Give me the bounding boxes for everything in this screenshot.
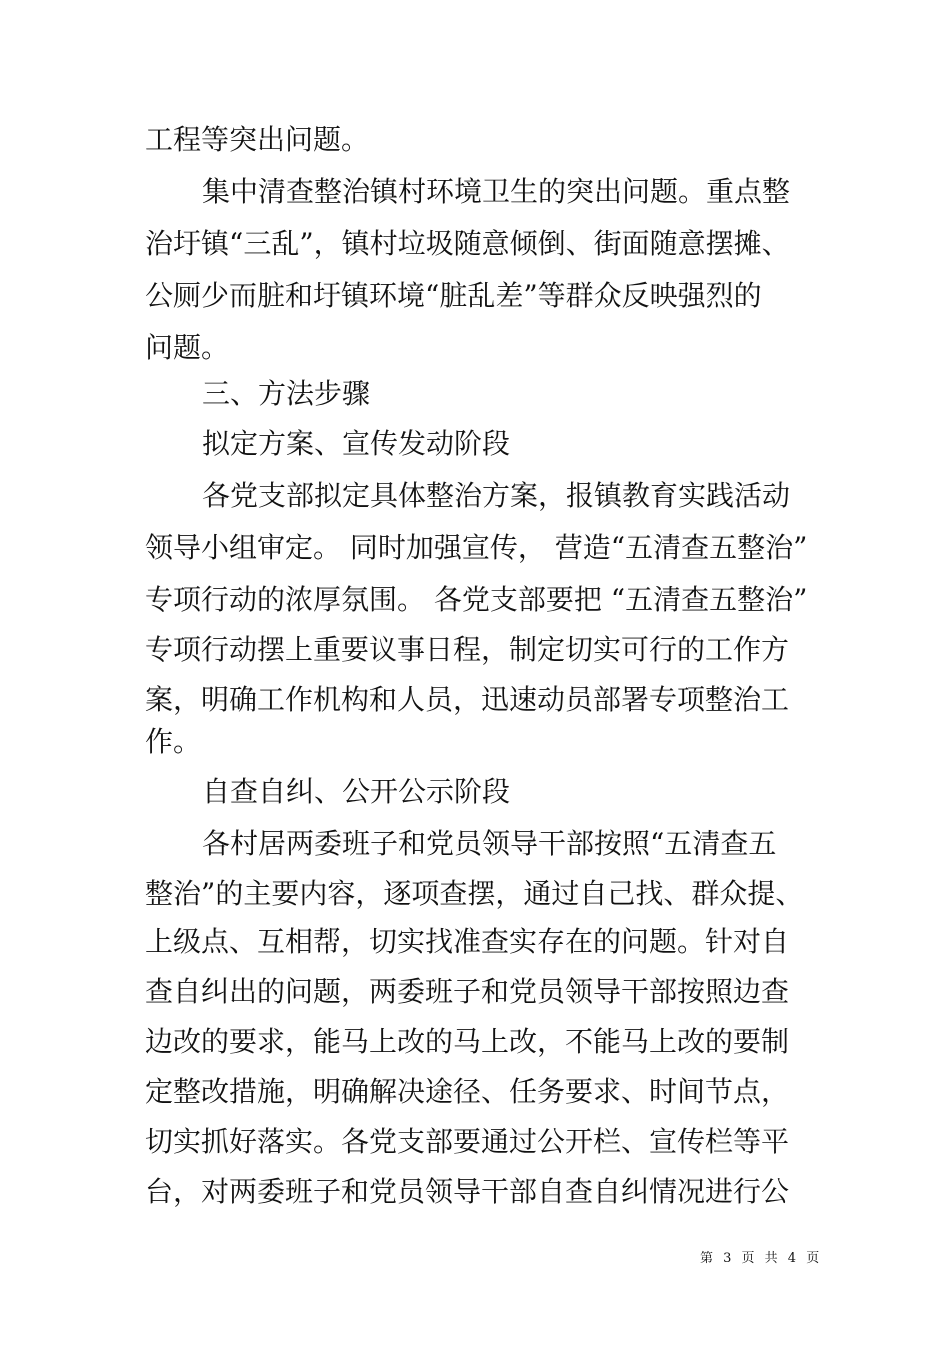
text-line: 案，明确工作机构和人员，迅速动员部署专项整治工: [145, 683, 790, 716]
text-line: 工程等突出问题。: [145, 123, 370, 156]
text-line: 治圩镇“三乱”，镇村垃圾随意倾倒、街面随意摆摊、: [145, 227, 790, 260]
paragraph-first-line: 各党支部拟定具体整治方案，报镇教育实践活动: [202, 479, 791, 512]
subsection-heading: 自查自纠、公开公示阶段: [202, 775, 511, 808]
text-line: 定整改措施，明确解决途径、任务要求、时间节点，: [145, 1075, 790, 1108]
text-line: 上级点、互相帮，切实找准查实存在的问题。针对自: [145, 925, 790, 958]
text-line: 领导小组审定。 同时加强宣传， 营造“五清查五整治”: [145, 531, 808, 564]
page-number-footer: 第 3 页 共 4 页: [700, 1251, 823, 1266]
text-line: 问题。: [145, 331, 230, 364]
text-line: 专项行动摆上重要议事日程，制定切实可行的工作方: [145, 633, 790, 666]
text-line: 公厕少而脏和圩镇环境“脏乱差”等群众反映强烈的: [145, 279, 762, 312]
paragraph-first-line: 集中清查整治镇村环境卫生的突出问题。重点整: [202, 175, 791, 208]
text-line: 切实抓好落实。各党支部要通过公开栏、宣传栏等平: [145, 1125, 790, 1158]
text-line: 作。: [145, 725, 202, 758]
text-line: 专项行动的浓厚氛围。 各党支部要把 “五清查五整治”: [145, 583, 808, 616]
section-heading: 三、方法步骤: [202, 377, 371, 410]
subsection-heading: 拟定方案、宣传发动阶段: [202, 427, 511, 460]
text-line: 边改的要求，能马上改的马上改，不能马上改的要制: [145, 1025, 790, 1058]
text-line: 台，对两委班子和党员领导干部自查自纠情况进行公: [145, 1175, 790, 1208]
text-line: 整治”的主要内容，逐项查摆，通过自己找、群众提、: [145, 877, 804, 910]
text-line: 查自纠出的问题，两委班子和党员领导干部按照边查: [145, 975, 790, 1008]
paragraph-first-line: 各村居两委班子和党员领导干部按照“五清查五: [202, 827, 777, 860]
